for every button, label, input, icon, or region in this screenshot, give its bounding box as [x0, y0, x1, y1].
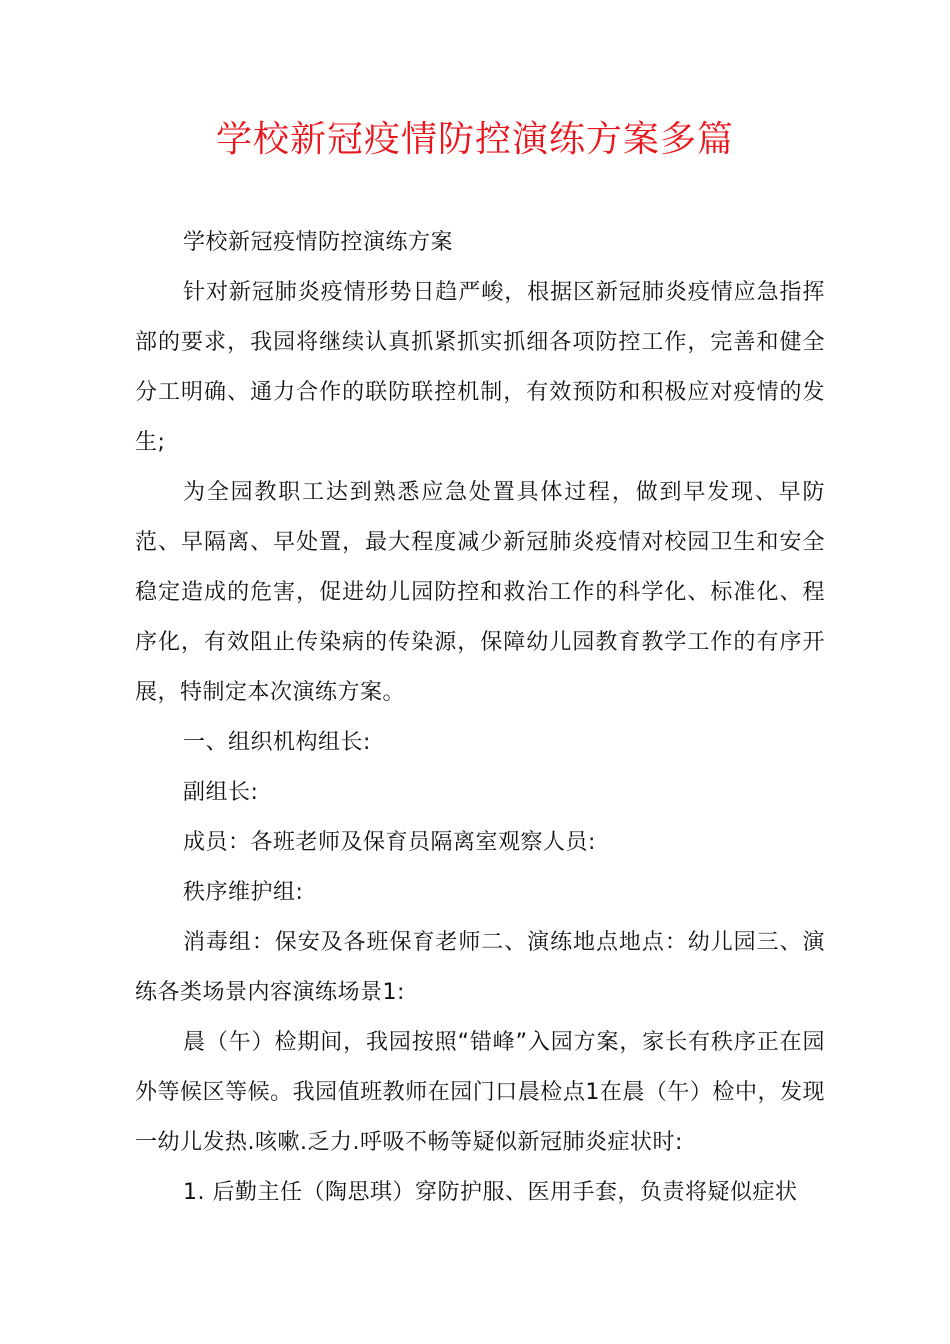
document-body	[135, 218, 825, 1218]
paragraph-step-1: 1. 后勤主任（陶思琪）穿防护服、医用手套，负责将疑似症状	[183, 1180, 798, 1205]
paragraph-purpose: 为全园教职工达到熟悉应急处置具体过程，做到早发现、早防范、早隔离、早处置，最大程度减少新冠肺炎疫情对校园卫生和安全稳定造成的危害，促进幼儿园防控和救治工作的科学化、标准化、程序化，有效阻止传染病的传染源，保障幼儿园教育教学工作的有序开展，特制定本次演练方案。	[135, 480, 825, 705]
paragraph-intro: 针对新冠肺炎疫情形势日趋严峻，根据区新冠肺炎疫情应急指挥部的要求，我园将继续认真抓紧抓实抓细各项防控工作，完善和健全分工明确、通力合作的联防联控机制，有效预防和积极应对疫情的发生;	[135, 280, 825, 455]
paragraph-disinfection-group: 消毒组：保安及各班保育老师二、演练地点地点：幼儿园三、演练各类场景内容演练场景1:	[135, 930, 825, 1005]
paragraph-scenario-1: 晨（午）检期间，我园按照“错峰”入园方案，家长有秩序正在园外等候区等候。我园值班教师在园门口晨检点1在晨（午）检中，发现一幼儿发热.咳嗽.乏力.呼吸不畅等疑似新冠肺炎症状时:	[135, 1030, 825, 1155]
paragraph-org-leader: 一、组织机构组长:	[183, 730, 371, 755]
section-heading: 学校新冠疫情防控演练方案	[183, 230, 454, 255]
document-title: 学校新冠疫情防控演练方案多篇	[215, 119, 734, 160]
paragraph-deputy-leader: 副组长:	[183, 780, 259, 805]
paragraph-order-group: 秩序维护组:	[183, 880, 304, 905]
paragraph-members: 成员：各班老师及保育员隔离室观察人员:	[183, 830, 596, 855]
